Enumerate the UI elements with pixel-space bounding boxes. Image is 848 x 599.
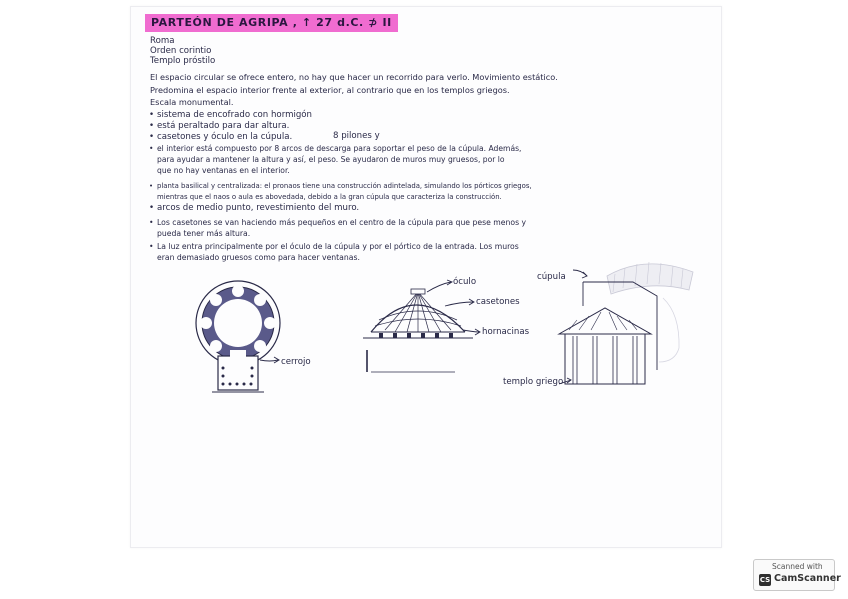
bullet-continuation: que no hay ventanas en el interior. (157, 166, 290, 175)
bullet-text: el interior está compuesto por 8 arcos de descarga para soportar el peso de la cúpula. Además, (157, 144, 522, 153)
label-cupula: cúpula (537, 272, 566, 282)
bullet-text: La luz entra principalmente por el óculo de la cúpula y por el pórtico de la entrada. Los muros (157, 242, 519, 251)
label-cerrojo: cerrojo (281, 357, 311, 367)
paragraph-line-1: El espacio circular se ofrece entero, no hay que hacer un recorrido para verlo. Movimiento estático. (150, 72, 558, 82)
bullet-continuation: pueda tener más altura. (157, 229, 251, 238)
page-title: PARTEÓN DE AGRIPA , ↑ 27 d.C. ⊅ II (145, 14, 398, 32)
paragraph-line-3: Escala monumental. (150, 97, 234, 107)
temple-sketch (555, 258, 705, 393)
bullet-item: • el interior está compuesto por 8 arcos de descarga para soportar el peso de la cúpula. Además, (149, 144, 522, 153)
camscanner-badge (753, 559, 841, 591)
floor-plan-sketch (190, 278, 300, 403)
intro-line-city: Roma (150, 36, 175, 46)
bullet-item: • Los casetones se van haciendo más pequeños en el centro de la cúpula para que pese menos y (149, 218, 527, 227)
paragraph-line-2: Predomina el espacio interior frente al exterior, al contrario que en los templos griegos. (150, 85, 510, 95)
badge-top-text: Scanned with (772, 562, 823, 571)
badge-brand-text: CamScanner (774, 573, 841, 584)
bullet-item: • arcos de medio punto, revestimiento del muro. (149, 203, 360, 213)
bullet-continuation: eran demasiado gruesos como para hacer ventanas. (157, 253, 360, 262)
bullet-continuation: mientras que el naos o aula es abovedada, debido a la gran cúpula que caracteriza la construcción. (157, 193, 502, 201)
bullet-continuation: para ayudar a mantener la altura y así, el peso. Se ayudaron de muros muy gruesos, por lo (157, 155, 505, 164)
pilones-note: 8 pilones y (333, 131, 380, 141)
intro-line-order: Orden corintio (150, 46, 212, 56)
bullet-item: • sistema de encofrado con hormigón (149, 110, 312, 120)
bullet-text: Los casetones se van haciendo más pequeños en el centro de la cúpula para que pese menos y (157, 218, 527, 227)
bullet-item: • está peraltado para dar altura. (149, 121, 290, 131)
camscanner-logo-icon: CS (759, 576, 771, 584)
label-templo-griego: templo griego (503, 377, 564, 387)
bullet-text: casetones y óculo en la cúpula. (157, 132, 293, 142)
bullet-text: sistema de encofrado con hormigón (157, 110, 312, 120)
bullet-text: planta basilical y centralizada: el pronaos tiene una construcción adintelada, simulando los pórticos griegos, (157, 182, 532, 190)
label-hornacinas: hornacinas (482, 327, 530, 337)
bullet-text: arcos de medio punto, revestimiento del muro. (157, 203, 360, 213)
bullet-item: • planta basilical y centralizada: el pronaos tiene una construcción adintelada, simulando los pórticos griegos, (149, 182, 532, 190)
bullet-text: está peraltado para dar altura. (157, 121, 290, 131)
label-oculo: óculo (453, 277, 477, 287)
intro-line-temple: Templo próstilo (150, 56, 216, 66)
bullet-item: • La luz entra principalmente por el óculo de la cúpula y por el pórtico de la entrada. Los muros (149, 242, 519, 251)
bullet-item: • casetones y óculo en la cúpula. (149, 132, 293, 142)
label-casetones: casetones (476, 297, 520, 307)
